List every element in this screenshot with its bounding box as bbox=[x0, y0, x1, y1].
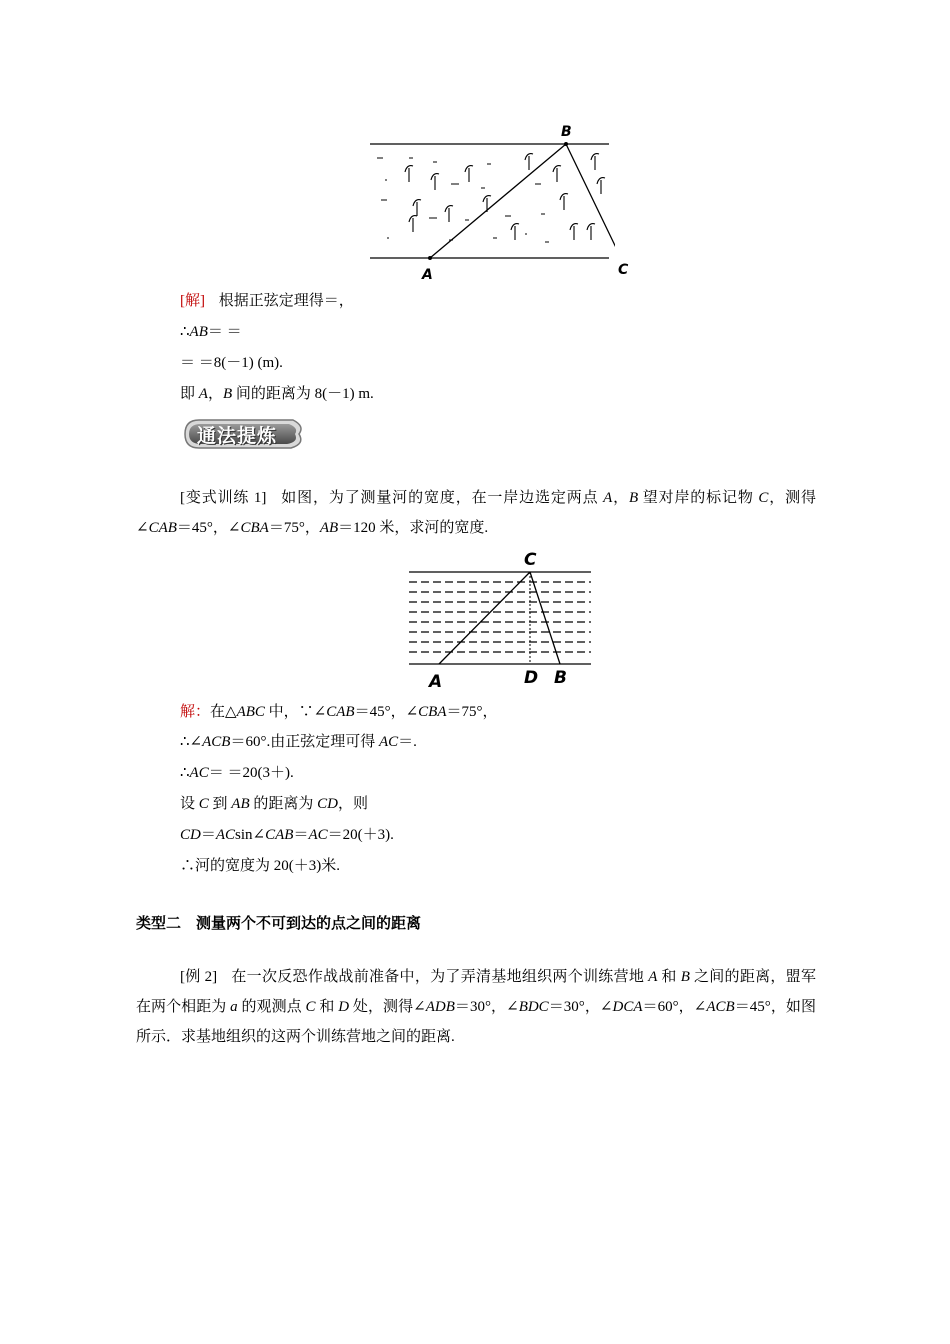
figure2-label-a: A bbox=[429, 672, 443, 692]
example2-tag: [例 2] bbox=[180, 969, 218, 985]
solution2-line5: CD＝ACsin∠CAB＝AC＝20(＋3). bbox=[180, 827, 394, 843]
reed-marks bbox=[405, 154, 605, 240]
solution2-line2: ∴∠ACB＝60°.由正弦定理可得 AC＝. bbox=[180, 734, 417, 750]
figure1-label-b: B bbox=[561, 124, 572, 140]
solution1-line4: 即 A，B 间的距离为 8(－1) m. bbox=[180, 386, 374, 402]
figure-river-width bbox=[405, 566, 595, 670]
figure2-label-c: C bbox=[524, 550, 537, 570]
solution2-tag: 解： bbox=[180, 702, 211, 720]
solution2-line4: 设 C 到 AB 的距离为 CD，则 bbox=[180, 796, 368, 812]
exercise1-paragraph: [变式训练 1] 如图，为了测量河的宽度，在一岸边选定两点 A，B 望对岸的标记物 C，测得∠CAB＝45°，∠CBA＝75°，AB＝120 米，求河的宽度. bbox=[136, 490, 816, 536]
figure1-label-a: A bbox=[422, 267, 433, 283]
solution2-line3: ∴AC＝ ＝20(3＋). bbox=[180, 765, 294, 781]
section-heading-type2: 类型二 测量两个不可到达的点之间的距离 bbox=[136, 914, 422, 932]
method-summary-badge-text: 通法提炼 bbox=[197, 425, 278, 447]
figure2-label-b: B bbox=[554, 668, 567, 688]
solution2-line1: 解：在△ABC 中，∵∠CAB＝45°，∠CBA＝75°， bbox=[180, 702, 498, 720]
exercise1-tag: [变式训练 1] bbox=[180, 490, 267, 506]
solution1-line3: ＝ ＝8(－1) (m). bbox=[180, 355, 283, 371]
solution1-line2: ∴AB＝ ＝ bbox=[180, 324, 242, 340]
solution1-line1: [解] 根据正弦定理得＝， bbox=[180, 293, 354, 309]
figure2-label-d: D bbox=[524, 668, 539, 688]
water-dash-rows bbox=[409, 582, 591, 652]
solution2-line6: ∴河的宽度为 20(＋3)米. bbox=[180, 858, 340, 874]
solution-tag: [解] bbox=[180, 293, 205, 309]
water-dashes bbox=[377, 158, 549, 242]
example2-paragraph: [例 2] 在一次反恐作战战前准备中，为了弄清基地组织两个训练营地 A 和 B 之间的距离，盟军在两个相距为 a 的观测点 C 和 D 处，测得∠ADB＝30°，∠BDC＝30°，∠DCA＝60°，∠ACB＝45°，如图所示．求基地组织的这两个训练营地之间的距离. bbox=[136, 969, 816, 1045]
figure1-label-c: C bbox=[618, 262, 629, 278]
figure-river-reeds bbox=[365, 122, 615, 284]
